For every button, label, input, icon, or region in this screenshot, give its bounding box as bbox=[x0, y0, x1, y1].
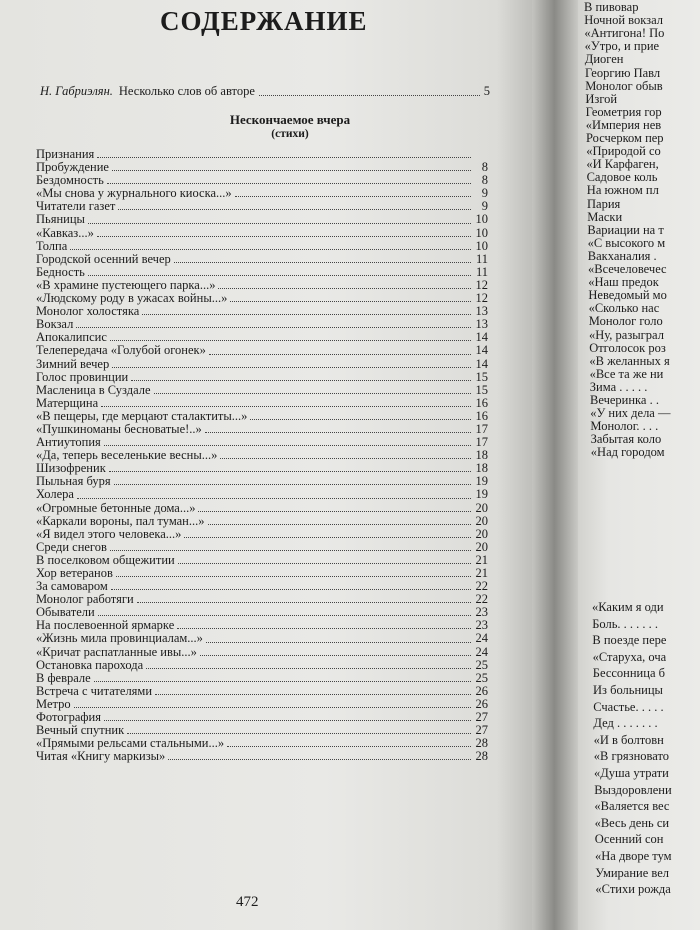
toc-entry-page: 23 bbox=[475, 605, 488, 620]
right-toc-line: Бессонница б bbox=[592, 666, 665, 681]
right-toc-line: Садовое коль bbox=[586, 170, 658, 185]
toc-entry-title: Признания bbox=[36, 147, 95, 161]
right-toc-line: Умирание вел bbox=[595, 865, 670, 880]
dot-leader bbox=[107, 183, 471, 184]
dot-leader bbox=[109, 471, 471, 472]
toc-entry bbox=[36, 240, 488, 253]
dot-leader bbox=[74, 707, 471, 708]
toc-entry-title: Пыльная буря bbox=[36, 474, 111, 489]
dot-leader bbox=[250, 419, 471, 420]
right-toc-line: Боль. . . . . . . bbox=[592, 616, 659, 631]
dot-leader bbox=[198, 511, 471, 512]
toc-entry-page: 16 bbox=[475, 408, 488, 423]
toc-entry-page: 24 bbox=[475, 644, 488, 659]
toc-entry-page: 20 bbox=[475, 526, 488, 541]
right-toc-line: «Весь день си bbox=[594, 815, 670, 830]
toc-entry-title: Холера bbox=[36, 487, 74, 502]
dot-leader bbox=[209, 354, 471, 355]
page-number: 472 bbox=[236, 894, 259, 910]
intro-entry bbox=[40, 84, 490, 99]
toc-entry-page: 13 bbox=[475, 317, 488, 332]
toc-entry bbox=[36, 515, 488, 528]
toc-entry-page: 12 bbox=[475, 277, 488, 292]
right-toc-line: Пария bbox=[587, 196, 621, 211]
dot-leader bbox=[98, 615, 471, 616]
right-toc-line: «Валяется вес bbox=[594, 799, 670, 814]
right-toc-line: Зима . . . . . bbox=[589, 379, 648, 394]
toc-entry-title: В феврале bbox=[36, 670, 91, 685]
right-toc-line: «Сколько нас bbox=[588, 301, 660, 316]
toc-entry-title: Антиутопия bbox=[36, 435, 101, 450]
toc-entry-page: 20 bbox=[475, 539, 488, 554]
dot-leader bbox=[220, 458, 471, 459]
right-toc-line: Из больницы bbox=[593, 683, 663, 697]
dot-leader bbox=[70, 249, 471, 250]
page-title: СОДЕРЖАНИЕ bbox=[160, 6, 368, 36]
toc-entry bbox=[36, 502, 488, 515]
dot-leader bbox=[131, 380, 471, 381]
right-toc-line: «В желанных я bbox=[589, 353, 670, 368]
toc-entry-page: 8 bbox=[481, 173, 488, 188]
intro-page: 5 bbox=[483, 84, 490, 98]
toc-entry-title: «Кричат распатланные ивы...» bbox=[36, 644, 197, 659]
dot-leader bbox=[174, 262, 471, 263]
toc-entry-title: На послевоенной ярмарке bbox=[36, 618, 175, 633]
toc-entry-title: Бездомность bbox=[36, 173, 104, 188]
right-toc-line: «Стихи рожда bbox=[595, 882, 671, 897]
dot-leader bbox=[178, 563, 471, 564]
toc-entry-page: 11 bbox=[475, 264, 488, 279]
intro-title: Несколько слов об авторе bbox=[118, 84, 255, 98]
dot-leader bbox=[235, 196, 471, 197]
toc-entry bbox=[36, 410, 488, 423]
right-toc-line: Георгию Павл bbox=[585, 65, 661, 80]
dot-leader bbox=[76, 327, 471, 328]
toc-entry-title: «Огромные бетонные дома...» bbox=[36, 500, 196, 515]
right-toc-line: Ночной вокзал bbox=[584, 13, 663, 28]
toc-entry-page: 12 bbox=[475, 291, 488, 306]
toc-entry-title: «В пещеры, где мерцают сталактиты...» bbox=[36, 408, 248, 423]
dot-leader bbox=[104, 720, 471, 721]
dot-leader bbox=[259, 95, 480, 96]
toc-entry-page: 10 bbox=[475, 212, 488, 227]
toc-entry-page: 25 bbox=[475, 657, 488, 672]
toc-entry-page: 28 bbox=[475, 749, 488, 764]
dot-leader bbox=[94, 681, 471, 682]
dot-leader bbox=[184, 537, 471, 538]
dot-leader bbox=[137, 602, 471, 603]
toc-entry bbox=[36, 646, 488, 659]
toc-entry bbox=[36, 371, 488, 384]
right-toc-line: В поезде пере bbox=[592, 633, 667, 648]
toc-entry-page: 16 bbox=[475, 395, 488, 410]
toc-entry-title: «Да, теперь веселенькие весны...» bbox=[36, 448, 218, 463]
toc-entry bbox=[36, 672, 488, 685]
dot-leader bbox=[88, 223, 471, 224]
dot-leader bbox=[218, 288, 471, 289]
toc-entry-title: Монолог холостяка bbox=[36, 304, 140, 319]
right-toc-line: Вариации на т bbox=[587, 222, 664, 237]
dot-leader bbox=[127, 733, 471, 734]
toc-entry-title: «Мы снова у журнального киоска...» bbox=[36, 186, 232, 201]
toc-entry-title: Шизофреник bbox=[36, 461, 106, 476]
right-toc-line: Счастье. . . . . bbox=[593, 699, 664, 714]
dot-leader bbox=[230, 301, 471, 302]
toc-entry-page: 14 bbox=[475, 356, 488, 371]
toc-entry-title: Городской осенний вечер bbox=[36, 251, 171, 266]
toc-entry bbox=[36, 698, 488, 711]
dot-leader bbox=[112, 170, 471, 171]
toc-entry-title: Хор ветеранов bbox=[36, 566, 113, 580]
toc-entry bbox=[36, 593, 488, 606]
right-toc-line: Монолог. . . . bbox=[590, 419, 659, 434]
toc-entry-title: Телепередача «Голубой огонек» bbox=[36, 343, 206, 358]
toc-entry-title: Масленица в Суздале bbox=[36, 382, 151, 397]
right-toc-line: Осенний сон bbox=[594, 832, 664, 847]
right-toc-line: «В грязновато bbox=[593, 749, 670, 764]
toc-entry-title: В поселковом общежитии bbox=[36, 552, 175, 567]
right-toc-line: «Над городом bbox=[590, 445, 665, 460]
right-toc-line: «Все та же ни bbox=[589, 366, 664, 381]
toc-entry-title: «Прямыми рельсами стальными...» bbox=[36, 736, 225, 751]
toc-entry-page: 20 bbox=[475, 500, 488, 515]
dot-leader bbox=[97, 236, 471, 237]
toc-entry-title: Остановка парохода bbox=[36, 657, 144, 672]
toc-entry-page: 13 bbox=[475, 304, 488, 319]
right-toc-line: «И Карфаген, bbox=[586, 157, 659, 172]
right-toc-line: Диоген bbox=[584, 52, 624, 67]
right-toc-line: «Каким я оди bbox=[592, 600, 664, 614]
toc-entry-page: 14 bbox=[475, 330, 488, 345]
right-toc-line: «Душа утрати bbox=[594, 766, 669, 780]
dot-leader bbox=[205, 432, 471, 433]
toc-entry-title: «Я видел этого человека...» bbox=[36, 526, 182, 541]
right-toc-line: «Империя нев bbox=[585, 117, 662, 132]
section-subtitle: (стихи) bbox=[271, 128, 309, 140]
right-toc-line: «Ну, разыграл bbox=[589, 327, 664, 342]
toc-entry-page: 22 bbox=[475, 579, 488, 594]
right-toc-line: «Наш предок bbox=[588, 275, 659, 290]
toc-entry bbox=[36, 253, 488, 266]
dot-leader bbox=[110, 340, 471, 341]
toc-entry-page: 19 bbox=[475, 487, 488, 502]
toc-entry-page: 9 bbox=[481, 199, 488, 214]
right-toc-line: Геометрия гор bbox=[585, 104, 662, 119]
toc-entry bbox=[36, 213, 488, 226]
toc-entry-page: 20 bbox=[475, 513, 488, 528]
dot-leader bbox=[97, 157, 471, 158]
toc-entry-title: «В храмине пустеющего парка...» bbox=[36, 277, 216, 292]
dot-leader bbox=[227, 746, 471, 747]
toc-entry-title: Зимний вечер bbox=[36, 356, 110, 371]
intro-author: Н. Габриэлян. bbox=[40, 84, 113, 98]
right-page bbox=[578, 0, 700, 930]
dot-leader bbox=[114, 484, 471, 485]
toc-entry bbox=[36, 397, 488, 410]
right-toc-line: «С высокого м bbox=[587, 235, 666, 250]
dot-leader bbox=[155, 694, 471, 695]
toc-entry bbox=[36, 685, 488, 698]
right-toc-line: Дед . . . . . . . bbox=[593, 716, 658, 731]
right-toc-line: «У них дела — bbox=[590, 406, 671, 421]
right-toc-line: Монолог обыв bbox=[585, 78, 663, 93]
toc-entry-page: 18 bbox=[475, 461, 488, 476]
toc-entry-title: «Кавказ...» bbox=[36, 225, 94, 240]
right-toc-line: Росчерком пер bbox=[586, 131, 664, 145]
toc-entry-page: 11 bbox=[475, 251, 488, 266]
dot-leader bbox=[154, 393, 471, 394]
toc-entry bbox=[36, 266, 488, 279]
toc-entry-page: 22 bbox=[475, 592, 488, 607]
toc-entry-title: Матерщина bbox=[36, 395, 99, 410]
toc-entry-page: 9 bbox=[481, 186, 488, 201]
dot-leader bbox=[177, 628, 471, 629]
toc-list bbox=[36, 148, 488, 763]
section-title: Нескончаемое вчера bbox=[229, 112, 351, 127]
toc-entry-title: Бедность bbox=[36, 264, 85, 279]
toc-entry bbox=[36, 384, 488, 397]
dot-leader bbox=[208, 524, 472, 525]
right-toc-line: Маски bbox=[587, 209, 623, 224]
toc-entry-title: Метро bbox=[36, 696, 71, 711]
toc-entry-page: 23 bbox=[475, 618, 488, 633]
dot-leader bbox=[111, 589, 471, 590]
toc-entry bbox=[36, 528, 488, 541]
right-toc-line: Неведомый мо bbox=[588, 288, 667, 303]
toc-entry-page: 28 bbox=[475, 736, 488, 751]
toc-entry-page: 25 bbox=[475, 670, 488, 685]
right-toc-line: Монолог голо bbox=[588, 314, 663, 329]
toc-entry-title: Среди снегов bbox=[36, 539, 107, 554]
right-toc-line: Забытая коло bbox=[590, 432, 662, 447]
toc-entry-title: Пьяницы bbox=[36, 212, 85, 227]
toc-entry-page: 15 bbox=[475, 369, 488, 384]
toc-entry-title: «Людскому роду в ужасах войны...» bbox=[36, 291, 228, 306]
toc-entry bbox=[36, 305, 488, 318]
dot-leader bbox=[206, 642, 471, 643]
toc-entry-page: 24 bbox=[475, 631, 488, 646]
toc-entry-page: 15 bbox=[475, 382, 488, 397]
right-toc-line: «На дворе тум bbox=[595, 849, 672, 863]
toc-entry bbox=[36, 423, 488, 436]
toc-entry-page: 14 bbox=[475, 343, 488, 358]
right-toc-line: Вечеринка . . bbox=[590, 393, 659, 407]
toc-entry-title: Апокалипсис bbox=[36, 330, 107, 345]
dot-leader bbox=[101, 406, 471, 407]
toc-entry-title: Фотография bbox=[36, 710, 101, 725]
toc-entry bbox=[36, 200, 488, 213]
toc-entry bbox=[36, 227, 488, 240]
dot-leader bbox=[116, 576, 471, 577]
toc-entry bbox=[36, 358, 488, 371]
toc-entry-page: 10 bbox=[475, 238, 488, 253]
toc-entry-page: 21 bbox=[475, 566, 488, 580]
toc-entry-page: 27 bbox=[475, 710, 488, 725]
book-gutter bbox=[532, 0, 582, 930]
dot-leader bbox=[110, 550, 471, 551]
toc-entry-title: «Жизнь мила провинциалам...» bbox=[36, 631, 203, 646]
dot-leader bbox=[104, 445, 471, 446]
toc-entry-title: За самоваром bbox=[36, 579, 108, 594]
toc-entry-title: Вечный спутник bbox=[36, 723, 125, 738]
toc-entry bbox=[36, 750, 488, 763]
toc-entry bbox=[36, 659, 488, 672]
toc-entry-title: Голос провинции bbox=[36, 369, 129, 384]
right-toc-line: «Природой со bbox=[586, 144, 661, 159]
toc-entry-title: Монолог работяги bbox=[36, 592, 134, 607]
toc-entry bbox=[36, 488, 488, 501]
dot-leader bbox=[142, 314, 471, 315]
toc-entry-page: 17 bbox=[475, 435, 488, 450]
dot-leader bbox=[118, 209, 471, 210]
toc-entry-page: 26 bbox=[475, 683, 488, 698]
toc-entry bbox=[36, 541, 488, 554]
toc-entry-page: 17 bbox=[475, 421, 488, 436]
right-toc-line: «Антигона! По bbox=[584, 26, 665, 41]
right-toc-line: Вакханалия . bbox=[587, 248, 657, 263]
right-toc-line: Отголосок роз bbox=[589, 340, 666, 355]
right-toc-line: В пивовар bbox=[584, 0, 639, 14]
right-toc-line: «Утро, и прие bbox=[584, 39, 660, 54]
dot-leader bbox=[77, 498, 471, 499]
toc-entry-title: Вокзал bbox=[36, 317, 74, 332]
toc-entry-title: «Каркали вороны, пал туман...» bbox=[36, 513, 205, 528]
toc-entry-page: 18 bbox=[475, 448, 488, 463]
toc-entry bbox=[36, 475, 488, 488]
right-toc-line: На южном пл bbox=[586, 183, 659, 198]
dot-leader bbox=[146, 668, 471, 669]
toc-entry-title: Встреча с читателями bbox=[36, 683, 153, 698]
toc-entry-page: 8 bbox=[481, 160, 488, 175]
toc-entry bbox=[36, 632, 488, 645]
dot-leader bbox=[112, 367, 471, 368]
dot-leader bbox=[200, 655, 471, 656]
toc-entry-page: 26 bbox=[475, 696, 488, 711]
right-toc-line: «Старуха, оча bbox=[592, 649, 667, 664]
right-toc-line: «Всечеловечес bbox=[588, 262, 667, 276]
toc-entry-title: «Пушкиноманы бесноватые!..» bbox=[36, 421, 202, 436]
toc-entry-title: Обыватели bbox=[36, 605, 95, 620]
right-toc-line: Изгой bbox=[585, 91, 618, 106]
right-toc-line: Выздоровлени bbox=[594, 782, 672, 797]
toc-entry-page: 10 bbox=[475, 225, 488, 240]
toc-entry-page: 27 bbox=[475, 723, 488, 738]
toc-entry-title: Читатели газет bbox=[36, 199, 116, 214]
dot-leader bbox=[88, 275, 471, 276]
right-toc-line: «И в болтовн bbox=[593, 732, 664, 747]
toc-entry-title: Толпа bbox=[36, 238, 68, 253]
toc-entry-title: Читая «Книгу маркизы» bbox=[36, 749, 166, 764]
toc-entry-page: 19 bbox=[475, 474, 488, 489]
toc-entry-page: 21 bbox=[475, 552, 488, 567]
toc-entry-title: Пробуждение bbox=[36, 160, 109, 175]
dot-leader bbox=[168, 759, 471, 760]
toc-entry bbox=[36, 344, 488, 357]
